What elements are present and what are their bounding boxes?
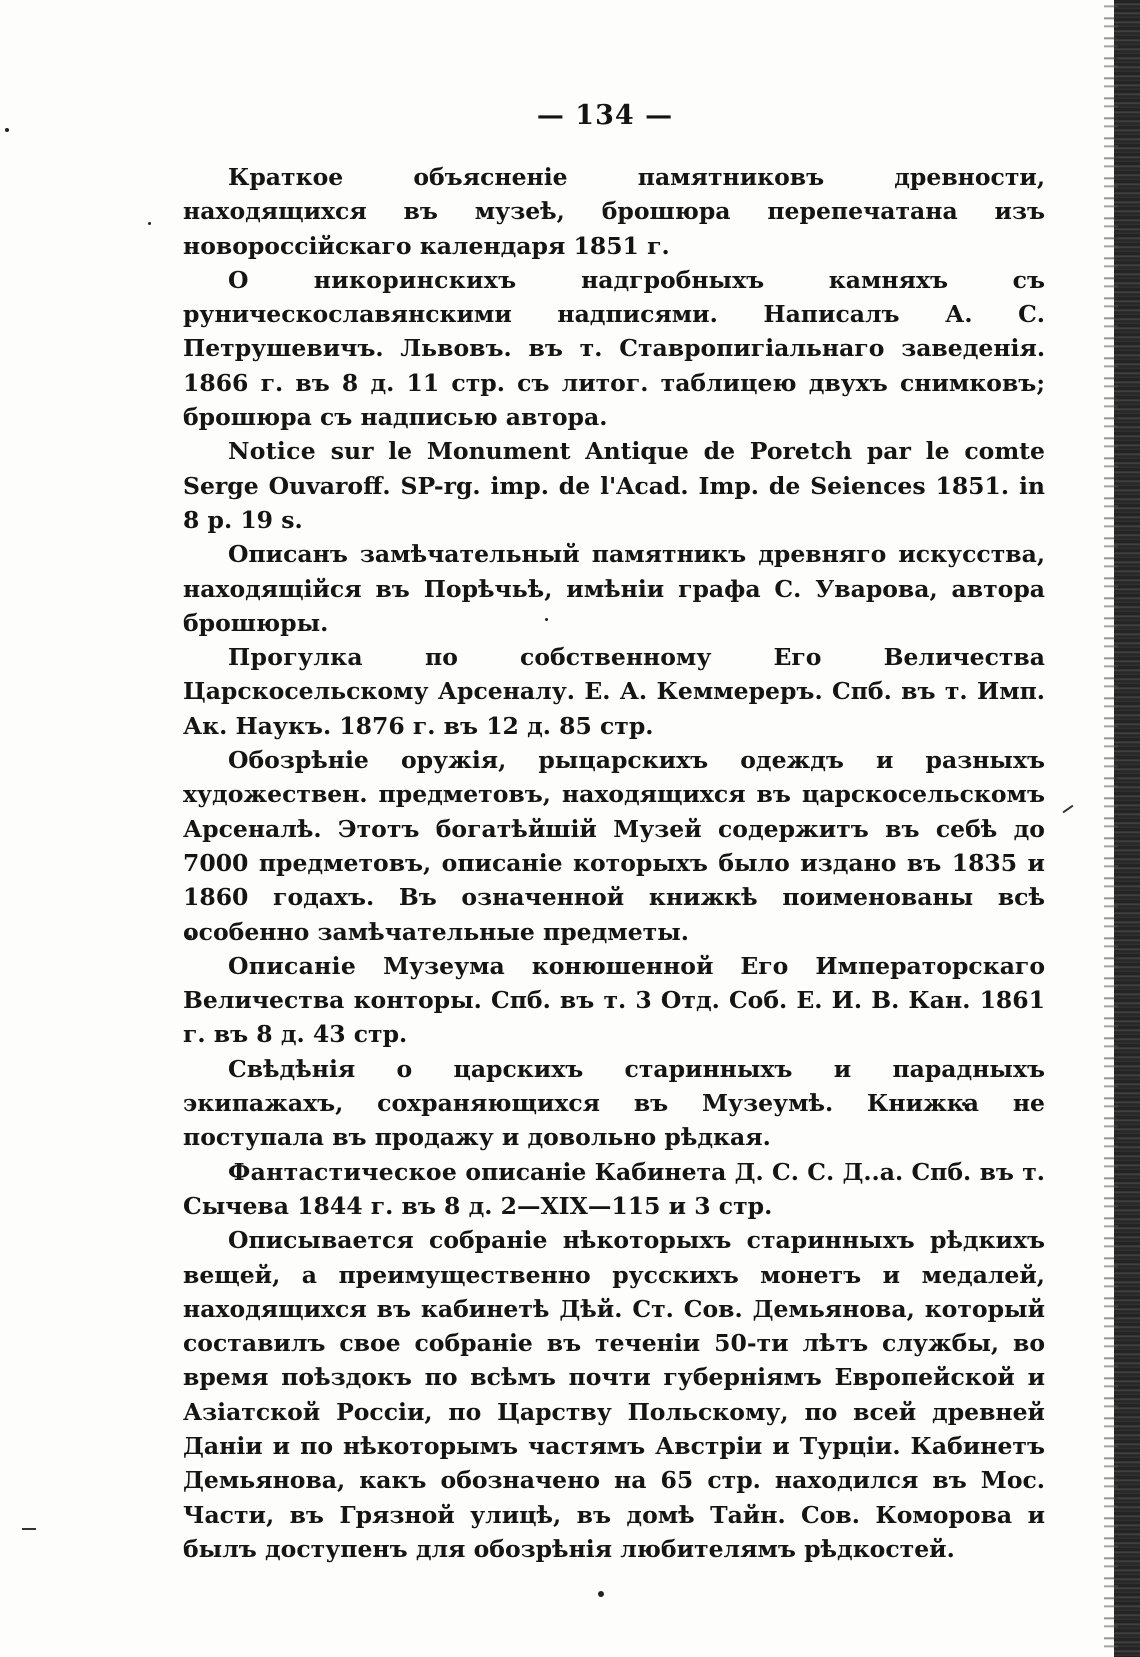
- mark: [1063, 805, 1074, 814]
- entry-paragraph: [183, 1052, 1045, 1155]
- entry-title: Notice: [228, 437, 316, 466]
- entry-text: надгробныхъ камняхъ съ руническославянскими надписями. Написалъ А. С. Петрушевичъ. Львовъ. въ т. Ставропигіальнаго заведенія. 1866 г. въ 8 д. 11 стр. съ литог. таблицею двухъ снимковъ; брошюра съ надписью автора.: [183, 265, 1046, 432]
- entry-paragraph: [183, 949, 1045, 1052]
- entry-text: Краткое объясненіе памятниковъ древности, находящихся въ музеѣ, брошюра перепечатана изъ новороссійскаго календаря 1851 г.: [183, 163, 1045, 260]
- entry-paragraph: [183, 537, 1045, 640]
- entry-paragraph: [183, 1155, 1045, 1224]
- entry-text: Обозрѣніе оружія, рыцарскихъ одеждъ и разныхъ художествен. предметовъ, находящихся въ царскосельскомъ Арсеналѣ. Этотъ богатѣйшій Музей содержитъ въ себѣ до 7000 предметовъ, описаніе которыхъ было издано въ 1835 и 1860 годахъ. Въ означенной книжкѣ поименованы всѣ особенно замѣчательные предметы.: [183, 746, 1045, 946]
- entry-title: Описаніе: [228, 951, 357, 980]
- entry-text: sur le Monument Antique de Poretch par le comte Serge Ouvaroff. SP-rg. imp. de l'Acad. Imp. de Seiences 1851. in 8 p. 19 s.: [183, 437, 1045, 534]
- entry-paragraph: [183, 743, 1045, 949]
- entry-text: описаніе Кабинета Д. С. С. Д..а. Спб. въ т. Сычева 1844 г. въ 8 д. 2—XIX—115 и 3 стр.: [183, 1157, 1045, 1220]
- entry-text: по собственному Его Величества Царскосельскому Арсеналу. Е. А. Кеммереръ. Спб. въ т. Имп. Ак. Наукъ. 1876 г. въ 12 д. 85 стр.: [183, 643, 1045, 740]
- speck: [598, 1591, 604, 1597]
- page-number: — 134 —: [536, 100, 674, 131]
- page-edge-texture: [1104, 0, 1118, 1657]
- entry-paragraph: [183, 263, 1045, 434]
- entry-text: Свѣдѣнія о царскихъ старинныхъ и парадныхъ экипажахъ, сохраняющихся въ Музеумѣ. Книжка не поступала въ продажу и довольно рѣдкая.: [183, 1054, 1045, 1152]
- entry-paragraph: [183, 160, 1045, 263]
- entry-paragraph: [183, 1223, 1045, 1566]
- speck: [148, 222, 151, 225]
- page-body: [183, 160, 1045, 1566]
- entry-text: Музеума конюшенной Его Императорскаго Величества конторы. Спб. въ т. 3 Отд. Соб. Е. И. В. Кан. 1861 г. въ 8 д. 43 стр.: [183, 951, 1045, 1049]
- mark: [22, 1528, 36, 1530]
- entry-text: Описывается собраніе нѣкоторыхъ старинныхъ рѣдкихъ вещей, а преимущественно русскихъ монетъ и медалей, находящихся въ кабинетѣ Дѣй. Ст. Сов. Демьянова, который составилъ свое собраніе въ теченіи 50-ти лѣтъ службы, во время поѣздокъ по всѣмъ почти губерніямъ Европейской и Азіатской Россіи, по Царству Польскому, по всей древней Даніи и по нѣкоторымъ частямъ Австріи и Турціи. Кабинетъ Демьянова, какъ обозначено на 65 стр. находился въ Мос. Части, въ Грязной улицѣ, въ домѣ Тайн. Сов. Коморова и былъ доступенъ для обозрѣнія любителямъ рѣдкостей.: [183, 1226, 1045, 1563]
- entry-title: Фантастическое: [228, 1157, 458, 1186]
- entry-title: Прогулка: [228, 643, 363, 672]
- entry-title: О никоринскихъ: [228, 265, 517, 294]
- entry-text: Описанъ замѣчательный памятникъ древняго искусства, находящійся въ Порѣчьѣ, имѣніи графа С. Уварова, автора брошюры.: [183, 540, 1045, 637]
- entry-paragraph: [183, 640, 1045, 743]
- entry-paragraph: [183, 434, 1045, 537]
